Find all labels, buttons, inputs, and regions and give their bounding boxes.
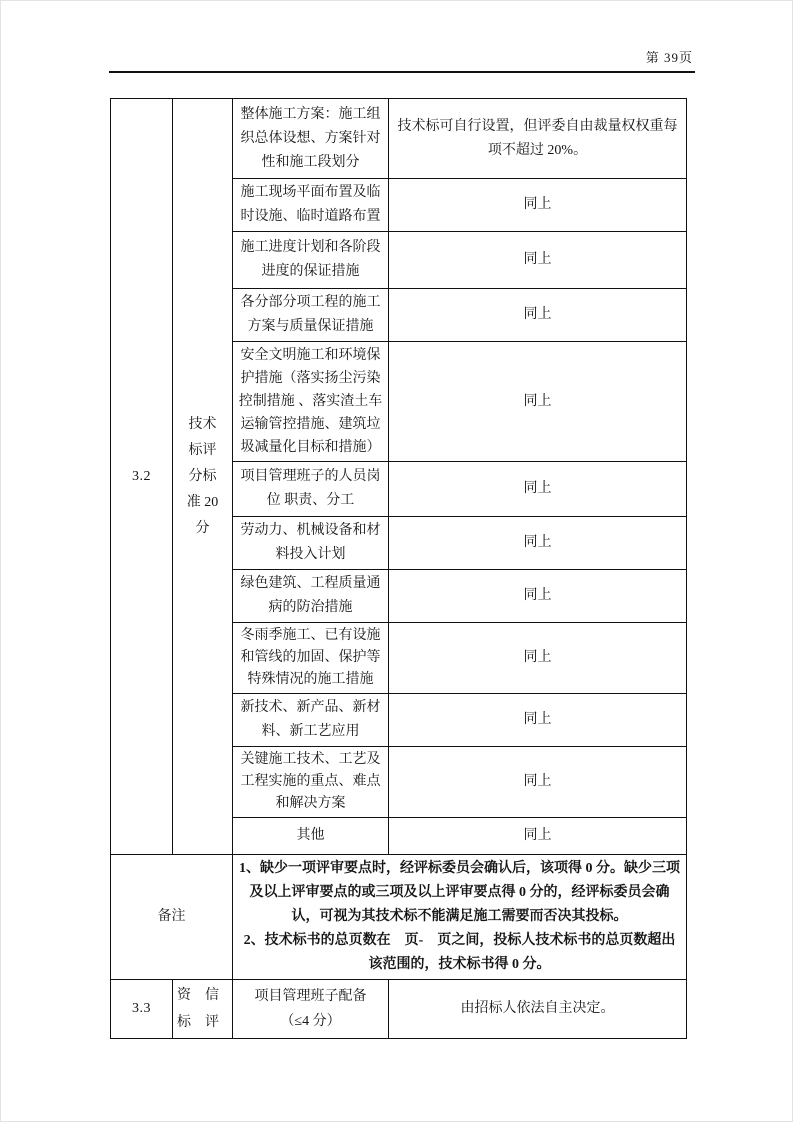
note-cell: 技术标可自行设置，但评委自由裁量权权重每项不超过 20%。 bbox=[389, 99, 687, 179]
note-cell: 由招标人依法自主决定。 bbox=[389, 980, 687, 1039]
note-cell: 同上 bbox=[389, 694, 687, 747]
remarks-paragraph: 1、缺少一项评审要点时，经评标委员会确认后，该项得 0 分。缺少三项及以上评审要点的或三项及以上评审要点得 0 分的，经评标委员会确认，可视为其技术标不能满足施工需要而否决其投标。 bbox=[239, 861, 680, 924]
category-line: 分标 bbox=[188, 468, 217, 484]
criterion-cell: 安全文明施工和环境保护措施（落实扬尘污染控制措施 、落实渣土车运输管控措施、建筑垃圾减量化目标和措施） bbox=[233, 342, 389, 462]
section-category-cell bbox=[173, 99, 233, 855]
criterion-cell: 其他 bbox=[233, 818, 389, 855]
criterion-cell: 施工进度计划和各阶段进度的保证措施 bbox=[233, 232, 389, 289]
criterion-line: （≤4 分） bbox=[280, 1014, 341, 1029]
table-row bbox=[111, 99, 687, 179]
criterion-cell: 绿色建筑、工程质量通病的防治措施 bbox=[233, 570, 389, 623]
section-id-cell: 3.3 bbox=[111, 980, 173, 1039]
criterion-cell: 施工现场平面布置及临时设施、临时道路布置 bbox=[233, 179, 389, 232]
note-cell: 同上 bbox=[389, 747, 687, 818]
criterion-line: 项目管理班子配备 bbox=[254, 989, 367, 1004]
category-line: 分 bbox=[195, 520, 210, 536]
criterion-cell: 整体施工方案：施工组织总体设想、方案针对性和施工段划分 bbox=[233, 99, 389, 179]
note-cell: 同上 bbox=[389, 818, 687, 855]
criterion-cell: 新技术、新产品、新材料、新工艺应用 bbox=[233, 694, 389, 747]
page-header bbox=[109, 47, 695, 73]
note-cell: 同上 bbox=[389, 289, 687, 342]
note-cell: 同上 bbox=[389, 232, 687, 289]
category-line: 资 信 bbox=[177, 988, 219, 1003]
category-line: 标评 bbox=[188, 442, 217, 458]
note-cell: 同上 bbox=[389, 342, 687, 462]
page-number: 第 39页 bbox=[645, 50, 693, 65]
note-cell: 同上 bbox=[389, 462, 687, 517]
note-cell: 同上 bbox=[389, 517, 687, 570]
table-row bbox=[111, 980, 687, 1039]
criterion-cell: 项目管理班子的人员岗位 职责、分工 bbox=[233, 462, 389, 517]
category-line: 标 评 bbox=[177, 1015, 219, 1030]
note-cell: 同上 bbox=[389, 179, 687, 232]
section-category-cell bbox=[173, 980, 233, 1039]
evaluation-criteria-table bbox=[110, 98, 687, 1039]
category-line: 准 20 bbox=[186, 494, 219, 510]
criterion-cell: 各分部分项工程的施工方案与质量保证措施 bbox=[233, 289, 389, 342]
criterion-cell bbox=[233, 980, 389, 1039]
remarks-label-cell: 备注 bbox=[111, 855, 233, 980]
category-line: 技术 bbox=[188, 416, 217, 432]
criterion-cell: 关键施工技术、工艺及工程实施的重点、难点和解决方案 bbox=[233, 747, 389, 818]
remarks-paragraph: 2、技术标书的总页数在 页- 页之间，投标人技术标书的总页数超出该范围的，技术标书得 0 分。 bbox=[243, 933, 676, 972]
remarks-row bbox=[111, 855, 687, 980]
remarks-body-cell bbox=[233, 855, 687, 980]
criterion-cell: 劳动力、机械设备和材料投入计划 bbox=[233, 517, 389, 570]
section-id-cell: 3.2 bbox=[111, 99, 173, 855]
note-cell: 同上 bbox=[389, 570, 687, 623]
criterion-cell: 冬雨季施工、已有设施和管线的加固、保护等特殊情况的施工措施 bbox=[233, 623, 389, 694]
note-cell: 同上 bbox=[389, 623, 687, 694]
